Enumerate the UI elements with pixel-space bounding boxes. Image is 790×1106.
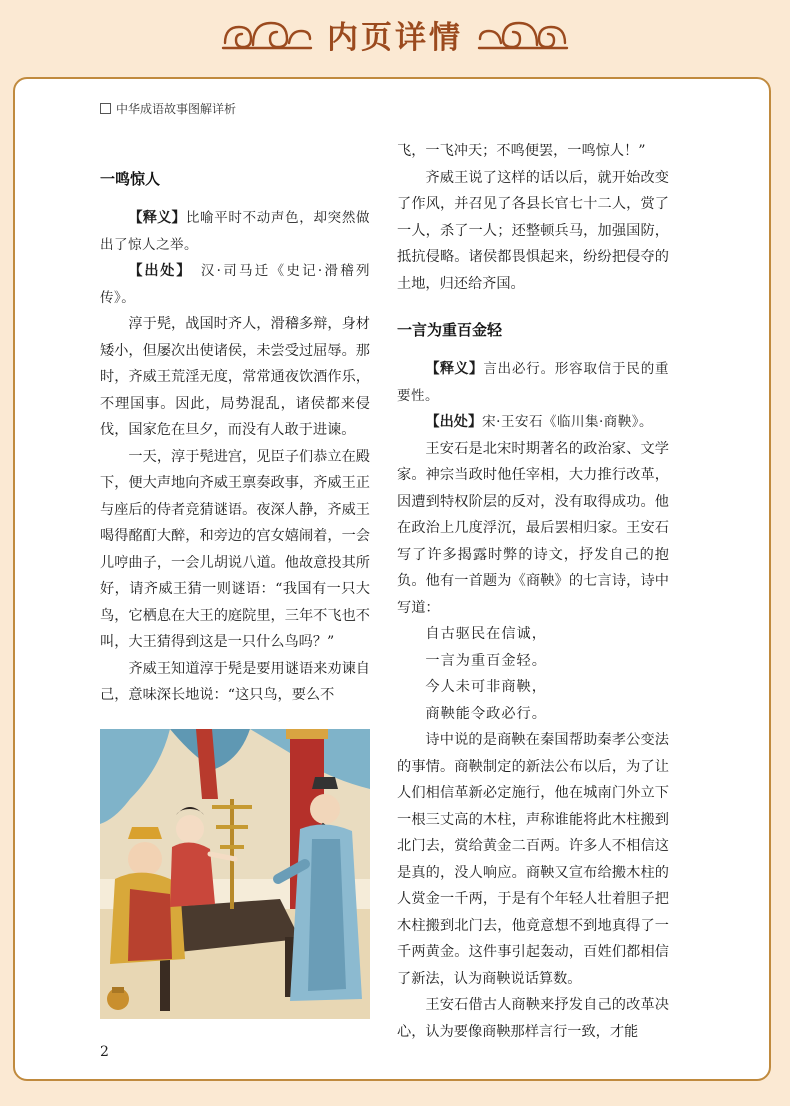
poem-line: 商鞅能令政必行。 (425, 705, 547, 722)
story-illustration (100, 729, 370, 1019)
definition-label: 【释义】 (128, 210, 186, 226)
poem-line: 今人未可非商鞅， (425, 679, 547, 695)
poem-line: 一言为重百金轻。 (425, 652, 547, 669)
source-text: 宋·王安石《临川集·商鞅》。 (482, 414, 653, 430)
banner (0, 0, 790, 68)
definition-text: 比喻平时不动声色，却突然做出了惊人之举。 (100, 210, 370, 253)
story-paragraph: 淳于髡，战国时齐人，滑稽多辩，身材矮小，但屡次出使诸侯，未尝受过屈辱。那时，齐威王荒淫无度，常常通夜饮酒作乐，不理国事。因此，局势混乱，诸侯都来侵伐，国家危在旦夕，而没有人敢于进谏。 (100, 316, 370, 438)
poem-line: 自古驱民在信诚， (425, 626, 547, 642)
story-paragraph: 王安石是北宋时期著名的政治家、文学家。神宗当政时他任宰相，大力推行改革，因遭到特权阶层的反对，没有取得成功。他在政治上几度浮沉，最后罢相归家。王安石写了许多揭露时弊的诗文，抒发自己的抱负。他有一首题为《商鞅》的七言诗，诗中写道： (397, 440, 669, 616)
cloud-ornament-right-icon (477, 17, 569, 51)
story-paragraph: 诗中说的是商鞅在秦国帮助秦孝公变法的事情。商鞅制定的新法公布以后，为了让人们相信革新必定施行，他在城南门外立下一根三丈高的木柱，声称谁能将此木柱搬到北门去，赏给黄金二百两。许多人不相信这是真的，没人响应。商鞅又宣布给搬木柱的人赏金一千两，于是有个年轻人壮着胆子把木柱搬到北门去，他竟意想不到地真得了一千两黄金。这件事引起轰动，百姓们都相信了新法，认为商鞅说话算数。 (397, 732, 669, 987)
banner-title: 内页详情 (327, 19, 463, 56)
story-paragraph: 一天，淳于髡进宫，见臣子们恭立在殿下，便大声地向齐威王禀奏政事，齐威王正与座后的侍者竞猜谜语。夜深人静，齐威王喝得酩酊大醉，和旁边的宫女嬉闹着，一会儿哼曲子，一会儿胡说八道。他故意投其所好，请齐威王猜一则谜语：“我国有一只大鸟，它栖息在大王的庭院里，三年不飞也不叫，大王猜得到这是一只什么鸟吗？” (100, 448, 370, 650)
source-text: 汉·司马迁《史记·滑稽列传》。 (100, 263, 370, 306)
source-label: 【出处】 (128, 263, 186, 279)
definition-text: 言出必行。形容取信于民的重要性。 (397, 361, 669, 404)
definition (397, 356, 669, 409)
story-paragraph: 王安石借古人商鞅来抒发自己的改革决心，认为要像商鞅那样言行一致，才能 (397, 997, 669, 1040)
continued-text: 飞，一飞冲天；不鸣便罢，一鸣惊人！” (397, 143, 646, 159)
idiom-heading: 一言为重百金轻 (397, 321, 503, 339)
definition-label: 【释义】 (425, 361, 484, 377)
source-label: 【出处】 (425, 414, 483, 430)
idiom-heading: 一鸣惊人 (100, 170, 161, 188)
left-column (100, 166, 370, 709)
definition (100, 205, 370, 258)
right-column (397, 138, 669, 1045)
cloud-ornament-left-icon (221, 17, 313, 51)
source (100, 258, 370, 311)
source (397, 409, 669, 436)
story-paragraph: 齐威王知道淳于髡是要用谜语来劝谏自己，意味深长地说：“这只鸟，要么不 (100, 660, 370, 703)
running-header (100, 100, 236, 117)
series-title: 中华成语故事图解详析 (116, 102, 237, 116)
palace-scene-illustration (100, 729, 370, 1019)
story-paragraph: 齐威王说了这样的话以后，就开始改变了作风，并召见了各县长官七十二人，赏了一人，杀了一人；还整顿兵马，加强国防，抵抗侵略。诸侯都畏惧起来，纷纷把侵夺的土地，归还给齐国。 (397, 169, 669, 292)
page-number: 2 (100, 1044, 109, 1060)
square-bullet-icon (100, 103, 111, 114)
